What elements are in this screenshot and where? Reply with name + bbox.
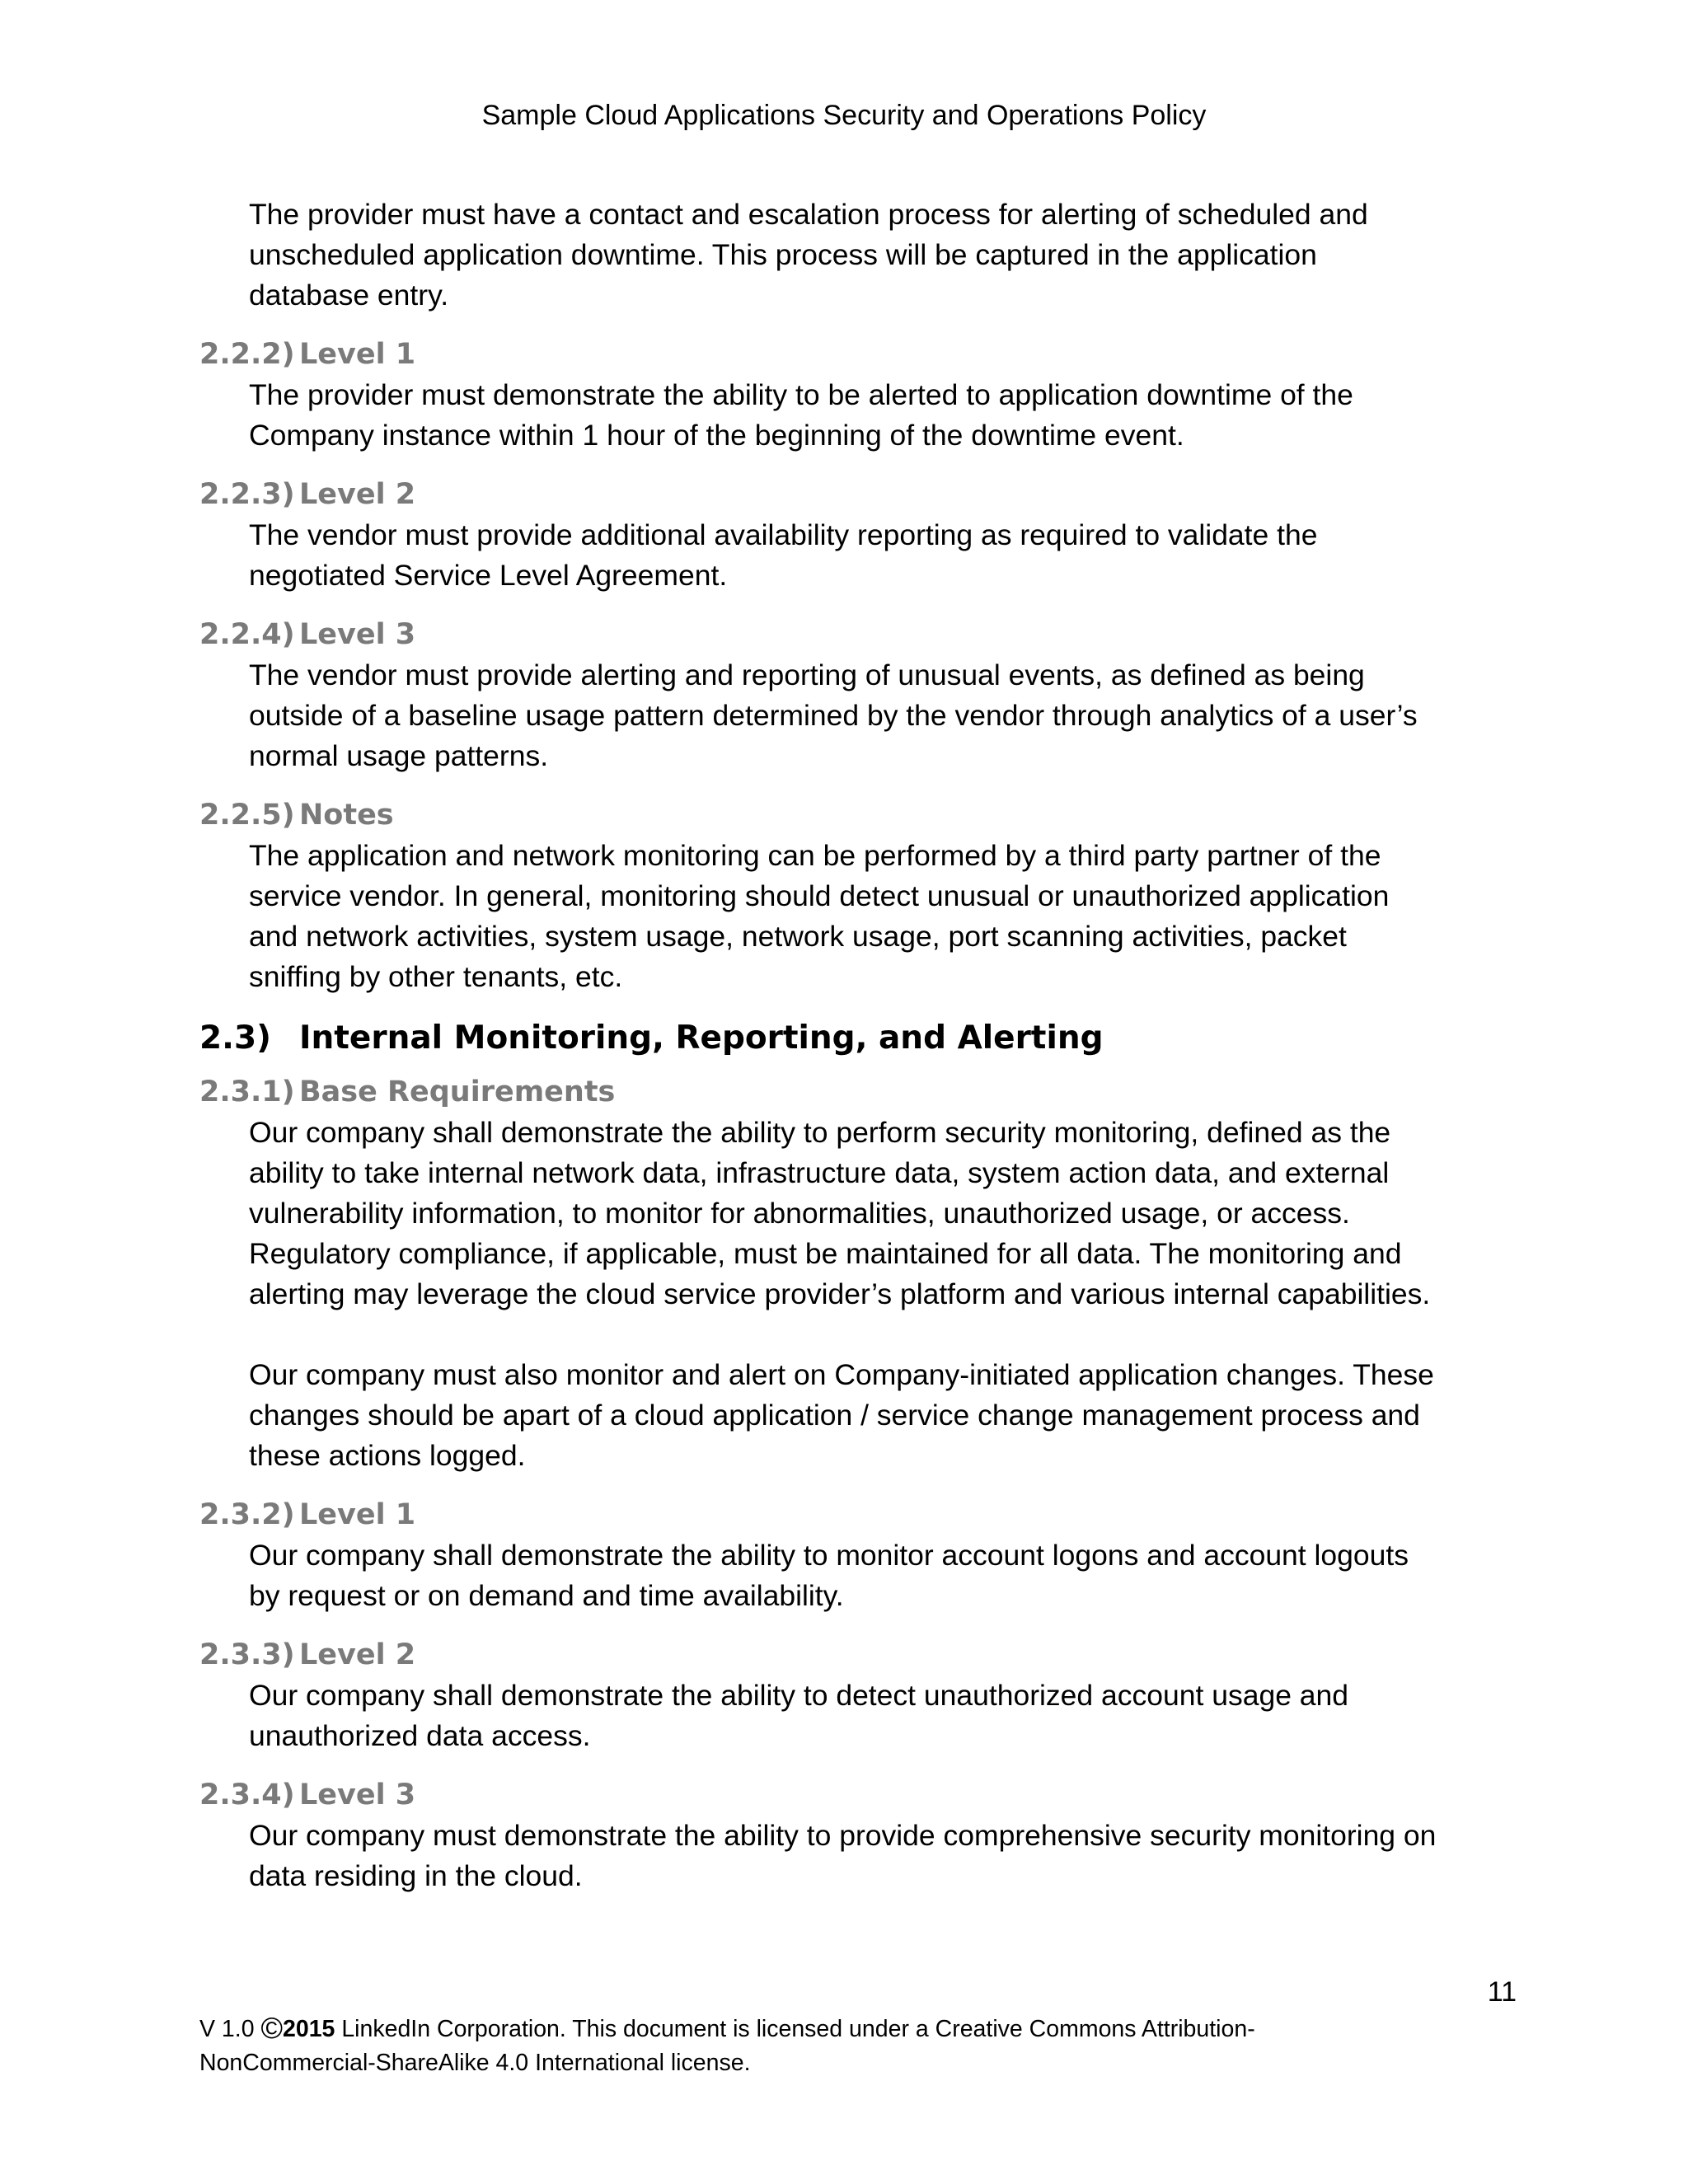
paragraph-line: alerting may leverage the cloud service provider’s platform and various internal capabilities. [249,1277,1431,1310]
section-2-3-4-text [199,1816,1510,1896]
paragraph-line: Our company shall demonstrate the ability to monitor account logons and account logouts [249,1539,1409,1572]
paragraph-line: Company instance within 1 hour of the beginning of the downtime event. [249,419,1184,452]
paragraph-line: The provider must demonstrate the ability to be alerted to application downtime of the [249,378,1353,411]
section-2-3-3-text [199,1675,1510,1756]
section-number: 2.2.2) [199,338,295,371]
footer-line-2: NonCommercial-ShareAlike 4.0 International license. [199,2050,751,2076]
paragraph-line: unauthorized data access. [249,1719,591,1752]
paragraph-line: sniffing by other tenants, etc. [249,960,623,993]
section-title: Base Requirements [299,1076,616,1108]
paragraph-line: Regulatory compliance, if applicable, must be maintained for all data. The monitoring and [249,1237,1402,1270]
section-number: 2.3.1) [199,1076,295,1108]
paragraph-line: The application and network monitoring can be performed by a third party partner of the [249,839,1381,872]
section-heading-2-3-4 [199,1774,1510,1816]
section-title: Level 2 [299,478,416,511]
footer-license-text: LinkedIn Corporation. This document is licensed under a Creative Commons Attribution- [335,2016,1255,2042]
paragraph-line: The vendor must provide alerting and reporting of unusual events, as defined as being [249,658,1365,691]
section-heading-2-3 [199,1015,1510,1062]
paragraph-line: by request or on demand and time availability. [249,1579,844,1612]
section-title: Internal Monitoring, Reporting, and Alerting [299,1019,1104,1057]
section-title: Level 3 [299,618,416,651]
section-heading-2-2-2 [199,334,1510,375]
section-number: 2.2.5) [199,799,295,832]
page-header: Sample Cloud Applications Security and Operations Policy [481,100,1207,131]
paragraph-line: Our company shall demonstrate the ability to detect unauthorized account usage and [249,1679,1349,1712]
paragraph-line: and network activities, system usage, network usage, port scanning activities, packet [249,920,1347,953]
document-body [199,194,1510,1915]
section-title: Level 1 [299,338,416,371]
paragraph-line: ability to take internal network data, infrastructure data, system action data, and external [249,1156,1390,1189]
paragraph-line: Our company shall demonstrate the ability to perform security monitoring, defined as the [249,1116,1391,1149]
section-number: 2.3.3) [199,1638,295,1671]
section-heading-2-2-3 [199,474,1510,515]
paragraph-line: Our company must demonstrate the ability to provide comprehensive security monitoring on [249,1819,1437,1852]
section-number: 2.3) [199,1019,271,1057]
section-number: 2.3.2) [199,1498,295,1531]
section-2-3-1-text [199,1113,1510,1476]
footer-line-1 [199,2011,1551,2046]
paragraph-gap [199,1315,1510,1355]
page-number: 11 [1487,1976,1517,2008]
paragraph-line: normal usage patterns. [249,739,549,772]
section-number: 2.2.4) [199,618,295,651]
paragraph-line: Our company must also monitor and alert on Company-initiated application changes. These [249,1358,1434,1391]
paragraph-line: these actions logged. [249,1439,526,1472]
section-title: Level 3 [299,1779,416,1811]
section-heading-2-3-2 [199,1494,1510,1535]
copyright-symbol: © [260,2011,283,2045]
paragraph-line: service vendor. In general, monitoring should detect unusual or unauthorized application [249,879,1390,912]
paragraph-line: data residing in the cloud. [249,1859,583,1892]
section-2-2-4-text [199,655,1510,776]
intro-paragraph [199,194,1510,316]
footer-version: V 1.0 [199,2016,255,2042]
section-2-2-5-text [199,836,1510,997]
page-footer [199,2011,1551,2080]
section-title: Notes [299,799,394,832]
footer-year: 2015 [283,2016,335,2042]
paragraph-line: changes should be apart of a cloud application / service change management process and [249,1399,1420,1432]
paragraph-line: vulnerability information, to monitor for abnormalities, unauthorized usage, or access. [249,1197,1350,1230]
section-2-2-2-text [199,375,1510,456]
paragraph-line: unscheduled application downtime. This process will be captured in the application [249,238,1317,271]
section-heading-2-3-1 [199,1071,1510,1113]
section-title: Level 1 [299,1498,416,1531]
section-2-2-3-text [199,515,1510,596]
paragraph-line: The provider must have a contact and escalation process for alerting of scheduled and [249,198,1368,231]
section-2-3-2-text [199,1535,1510,1616]
section-title: Level 2 [299,1638,416,1671]
paragraph-line: negotiated Service Level Agreement. [249,559,728,592]
section-number: 2.3.4) [199,1779,295,1811]
section-number: 2.2.3) [199,478,295,511]
section-heading-2-3-3 [199,1634,1510,1675]
paragraph-line: The vendor must provide additional availability reporting as required to validate the [249,518,1318,551]
section-heading-2-2-5 [199,794,1510,836]
section-heading-2-2-4 [199,614,1510,655]
paragraph-line: database entry. [249,279,449,312]
paragraph-line: outside of a baseline usage pattern determined by the vendor through analytics of a user’s [249,699,1418,732]
